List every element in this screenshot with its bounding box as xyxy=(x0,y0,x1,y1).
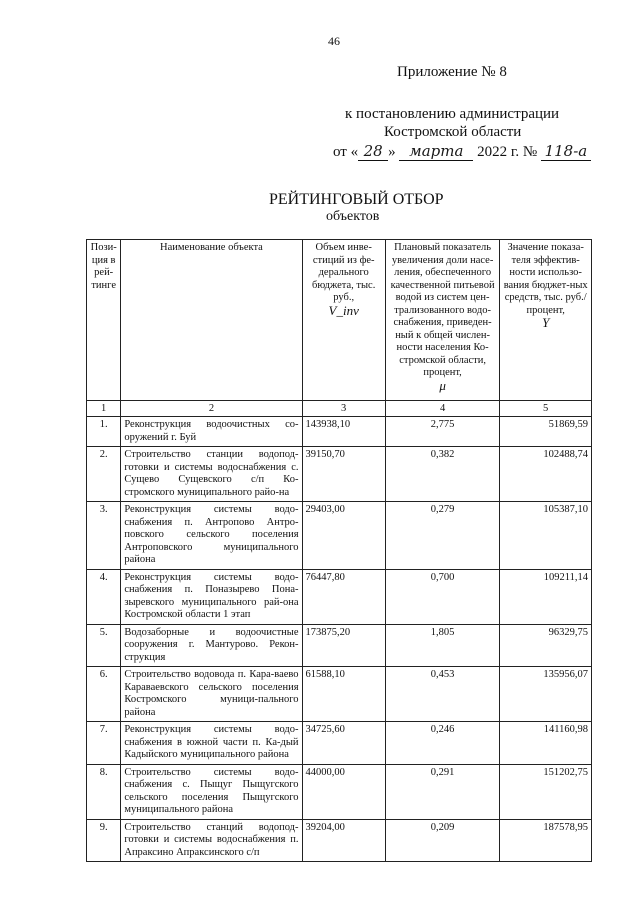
row-position: 6. xyxy=(87,667,121,722)
header-efficiency-symbol: Y xyxy=(542,315,550,330)
row-efficiency: 105387,10 xyxy=(500,502,592,570)
table-row xyxy=(87,624,592,667)
resolution-line-1: к постановлению администрации xyxy=(345,106,560,122)
column-number: 3 xyxy=(302,401,385,417)
row-object-name: Строительство станций водопод-готовки и системы водоснабжения п. Апраксино Апраксинского с/п xyxy=(121,819,302,862)
header-investment-symbol: V_inv xyxy=(328,302,359,318)
row-population-share: 0,382 xyxy=(385,447,500,502)
date-year-text: 2022 г. № xyxy=(477,144,538,160)
row-investment: 76447,80 xyxy=(302,569,385,624)
row-object-name: Строительство системы водо-снабжения с. Пыщуг Пыщугского сельского поселения Пыщугского муниципального района xyxy=(121,764,302,819)
handwritten-number: 118-а xyxy=(541,142,591,161)
handwritten-month: марта xyxy=(399,142,473,161)
row-investment: 173875,20 xyxy=(302,624,385,667)
row-efficiency: 141160,98 xyxy=(500,722,592,765)
row-position: 3. xyxy=(87,502,121,570)
row-population-share: 0,453 xyxy=(385,667,500,722)
column-number: 2 xyxy=(121,401,302,417)
table-header-row xyxy=(87,240,592,401)
row-population-share: 0,291 xyxy=(385,764,500,819)
row-population-share: 2,775 xyxy=(385,417,500,447)
row-efficiency: 51869,59 xyxy=(500,417,592,447)
row-position: 9. xyxy=(87,819,121,862)
resolution-line-2: Костромской области xyxy=(384,124,522,140)
row-position: 2. xyxy=(87,447,121,502)
rating-table xyxy=(86,239,592,862)
column-number: 4 xyxy=(385,401,500,417)
date-mid: » xyxy=(388,144,396,160)
row-population-share: 0,700 xyxy=(385,569,500,624)
header-investment-label: Объем инве-стиций из фе-дерального бюджета, тыс. руб., xyxy=(312,242,376,303)
row-investment: 39204,00 xyxy=(302,819,385,862)
row-object-name: Строительство водовода п. Кара-ваево Караваевского сельского поселения Костромского муници-пального района xyxy=(121,667,302,722)
table-body xyxy=(87,417,592,862)
header-position-label: Пози-ция в рей-тинге xyxy=(90,242,117,291)
column-number: 1 xyxy=(87,401,121,417)
row-object-name: Реконструкция системы водо-снабжения п. Поназырево Пона-зыревского муниципального рай-она Костромской области 1 этап xyxy=(121,569,302,624)
table-row xyxy=(87,764,592,819)
document-subtitle: объектов xyxy=(326,209,380,224)
row-population-share: 0,246 xyxy=(385,722,500,765)
row-object-name: Реконструкция водоочистных со-оружений г. Буй xyxy=(121,417,302,447)
table-row xyxy=(87,569,592,624)
row-efficiency: 135956,07 xyxy=(500,667,592,722)
row-efficiency: 151202,75 xyxy=(500,764,592,819)
table-row xyxy=(87,722,592,765)
date-prefix: от « xyxy=(333,144,359,160)
row-position: 8. xyxy=(87,764,121,819)
row-population-share: 0,279 xyxy=(385,502,500,570)
table-row xyxy=(87,667,592,722)
row-population-share: 1,805 xyxy=(385,624,500,667)
table-row xyxy=(87,502,592,570)
page-number: 46 xyxy=(328,34,340,48)
row-efficiency: 102488,74 xyxy=(500,447,592,502)
row-investment: 44000,00 xyxy=(302,764,385,819)
row-position: 7. xyxy=(87,722,121,765)
header-investment xyxy=(302,240,385,401)
row-efficiency: 187578,95 xyxy=(500,819,592,862)
row-object-name: Реконструкция системы водо-снабжения п. Антропово Антро-повского сельского поселения Антроповского муниципального района xyxy=(121,502,302,570)
row-investment: 143938,10 xyxy=(302,417,385,447)
header-efficiency xyxy=(500,240,592,401)
appendix-heading: Приложение № 8 xyxy=(397,64,507,80)
row-efficiency: 109211,14 xyxy=(500,569,592,624)
header-position xyxy=(87,240,121,401)
header-efficiency-label: Значение показа-теля эффектив-ности использо-вания бюджет-ных средств, тыс. руб./процент, xyxy=(503,242,588,316)
row-population-share: 0,209 xyxy=(385,819,500,862)
header-population-share xyxy=(385,240,500,401)
table-row xyxy=(87,819,592,862)
table-row xyxy=(87,447,592,502)
document-title: РЕЙТИНГОВЫЙ ОТБОР xyxy=(269,191,444,208)
row-position: 5. xyxy=(87,624,121,667)
header-object-name xyxy=(121,240,302,401)
row-object-name: Строительство станции водопод-готовки и системы водоснабжения с. Сущево Сущевского с/п Ко-стромского муниципального райо-на xyxy=(121,447,302,502)
table-row xyxy=(87,417,592,447)
row-efficiency: 96329,75 xyxy=(500,624,592,667)
row-investment: 34725,60 xyxy=(302,722,385,765)
row-investment: 61588,10 xyxy=(302,667,385,722)
row-investment: 29403,00 xyxy=(302,502,385,570)
row-position: 1. xyxy=(87,417,121,447)
header-object-name-label: Наименование объекта xyxy=(160,242,263,253)
row-position: 4. xyxy=(87,569,121,624)
row-investment: 39150,70 xyxy=(302,447,385,502)
column-number-row xyxy=(87,401,592,417)
row-object-name: Реконструкция системы водо-снабжения в южной части п. Ка-дый Кадыйского муниципального района xyxy=(121,722,302,765)
column-number: 5 xyxy=(500,401,592,417)
row-object-name: Водозаборные и водоочистные сооружения г. Мантурово. Рекон-струкция xyxy=(121,624,302,667)
handwritten-day: 28 xyxy=(358,142,388,161)
header-population-share-symbol: μ xyxy=(439,377,446,393)
header-population-share-label: Плановый показатель увеличения доли насе-ления, обеспеченного качественной питьевой водой из систем цен-трализованного водо-снабжения, приведен-ный к общей числен-ности населения Ко-стромской области, процент, xyxy=(390,242,495,378)
resolution-date-line xyxy=(333,142,591,161)
